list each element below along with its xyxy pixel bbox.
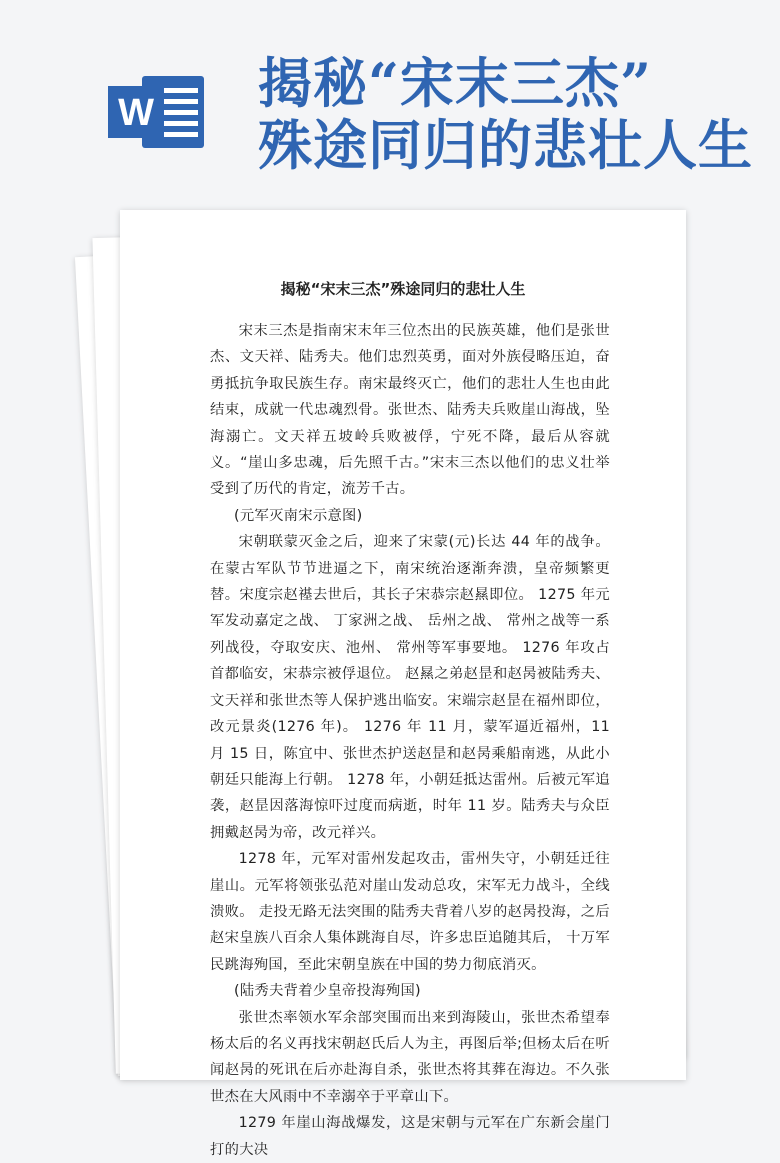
document-page <box>120 210 686 1158</box>
image-caption: (陆秀夫背着少皇帝投海殉国) <box>234 983 421 1000</box>
document-title: 揭秘“宋末三杰”殊途同归的悲壮人生 <box>280 280 526 298</box>
paragraph: 宋朝联蒙灭金之后，迎来了宋蒙(元)长达 44 年的战争。在蒙古军队节节进逼之下，南宋统治逐渐奔溃，皇帝频繁更替。宋度宗赵禥去世后，其长子宋恭宗赵㬎即位。 1275 年元军发动嘉定之战、 丁家洲之战、 岳州之战、 常州之战等一系列战役，夺取安庆、池州、 常州等军事要地。 1276 年攻占首都临安，宋恭宗被俘退位。 赵㬎之弟赵昰和赵昺被陆秀夫、文天祥和张世杰等人保护逃出临安。宋端宗赵昰在福州即位，改元景炎(1276 年)。 1276 年 11 月，蒙军逼近福州，11 月 15 日，陈宜中、张世杰护送赵昰和赵昺乘船南逃，从此小朝廷只能海上行朝。 1278 年，小朝廷抵达雷州。后被元军追袭，赵昰因落海惊吓过度而病逝，时年 11 岁。陆秀夫与众臣拥戴赵昺为帝，改元祥兴。 <box>210 534 610 841</box>
paragraph: 张世杰率领水军余部突围而出来到海陵山，张世杰希望奉杨太后的名义再找宋朝赵氏后人为主，再图后举;但杨太后在听闻赵昺的死讯在后亦赴海自杀，张世杰将其葬在海边。不久张世杰在大风雨中不幸溺卒于平章山下。 <box>210 1009 610 1105</box>
banner-title-line1: 揭秘“宋末三杰” <box>258 51 653 115</box>
paragraph: 1279 年崖山海战爆发，这是宋朝与元军在广东新会崖门打的大决 <box>210 1115 610 1158</box>
banner-title-line2: 殊途同归的悲壮人生 <box>258 113 753 177</box>
document-preview <box>96 204 696 1158</box>
paragraph: 宋末三杰是指南宋末年三位杰出的民族英雄，他们是张世杰、文天祥、陆秀夫。他们忠烈英勇，面对外族侵略压迫，奋勇抵抗争取民族生存。南宋最终灭亡，他们的悲壮人生也由此结束，成就一代忠魂烈骨。张世杰、陆秀夫兵败崖山海战，坠海溺亡。文天祥五坡岭兵败被俘，宁死不降，最后从容就义。“崖山多忠魂，后先照千古。”宋末三杰以他们的忠义壮举受到了历代的肯定，流芳千古。 <box>210 323 610 498</box>
word-logo-icon <box>108 70 208 154</box>
banner <box>0 0 780 210</box>
paragraph: 1278 年，元军对雷州发起攻击，雷州失守，小朝廷迁往崖山。元军将领张弘范对崖山发动总攻，宋军无力战斗，全线溃败。 走投无路无法突围的陆秀夫背着八岁的赵昺投海，之后赵宋皇族八百余人集体跳海自尽，许多忠臣追随其后， 十万军民跳海殉国，至此宋朝皇族在中国的势力彻底消灭。 <box>210 851 610 973</box>
image-caption: (元军灭南宋示意图) <box>234 507 363 524</box>
document-body <box>210 318 610 1163</box>
logo-letter: W <box>118 92 154 134</box>
banner-title <box>258 52 768 176</box>
